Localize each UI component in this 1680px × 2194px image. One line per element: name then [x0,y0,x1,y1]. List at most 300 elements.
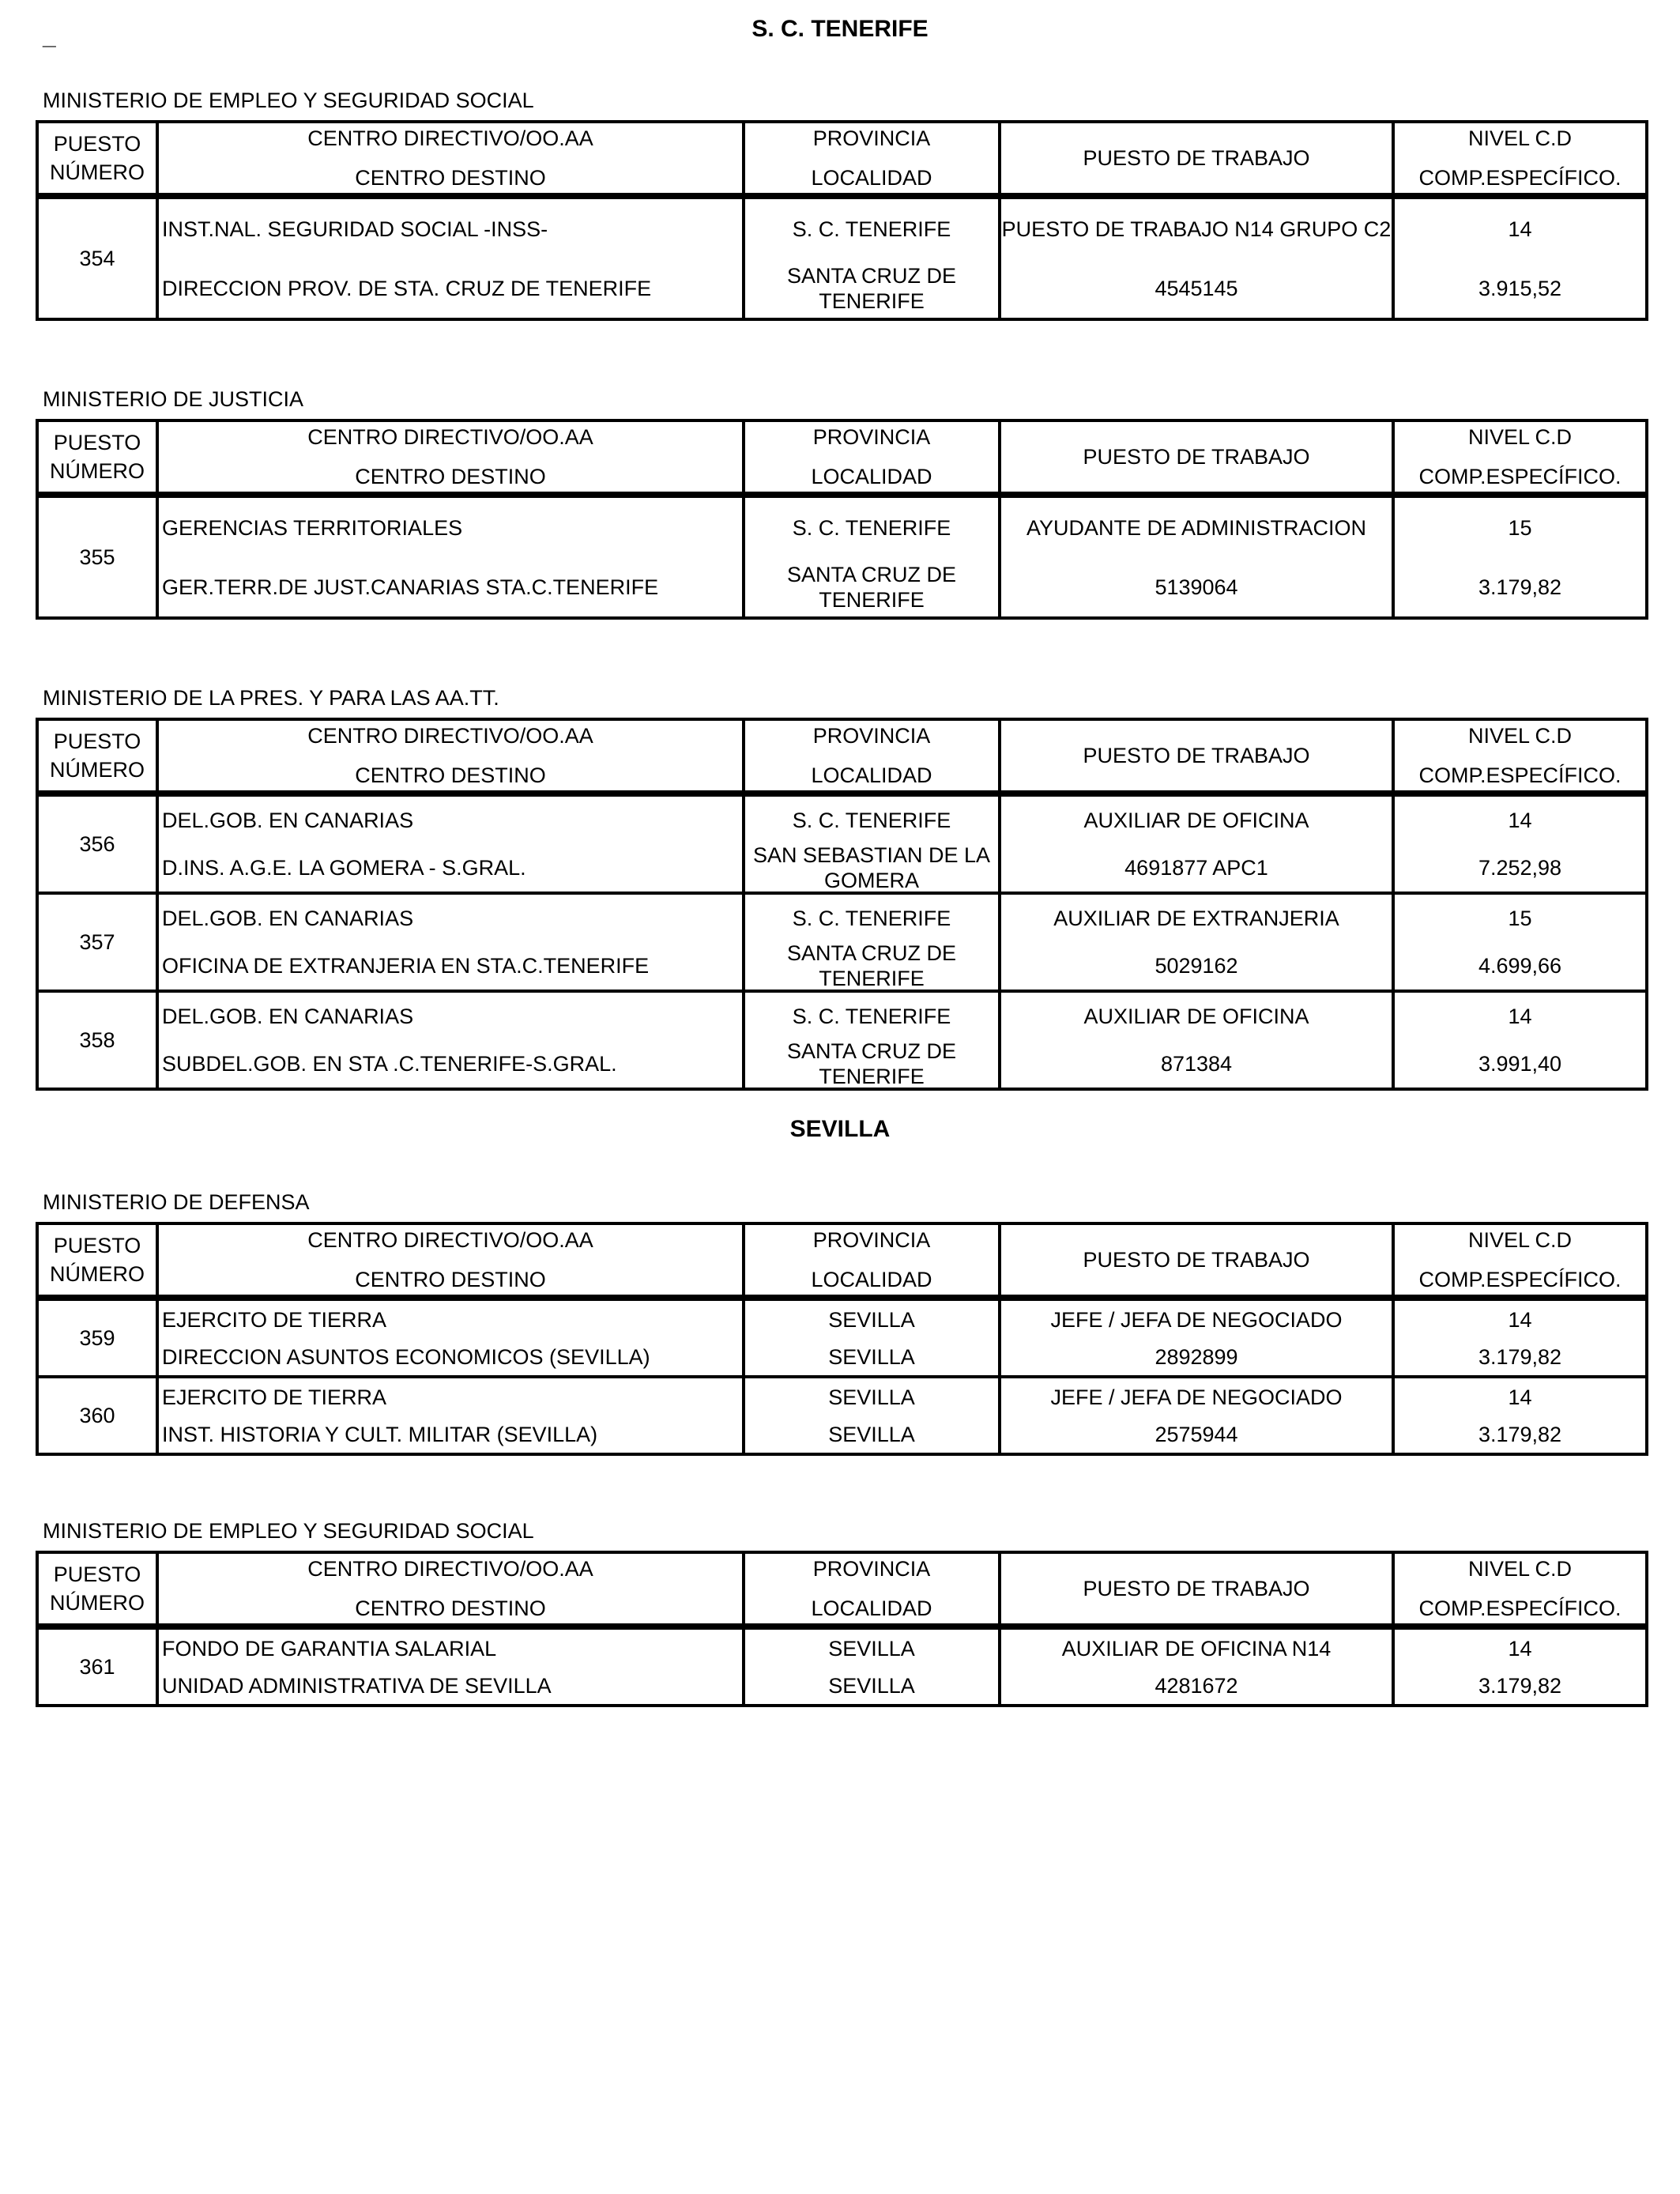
provincia-cell-stack [745,895,998,990]
table-header-row [37,122,1647,196]
nivel-cell [1393,196,1647,319]
puesto-trabajo-cell-stack [1001,199,1392,318]
provincia-cell-stack [745,797,998,892]
nivel-cell-line [1395,1378,1645,1416]
centro-cell-line [159,1416,742,1453]
table-header-row [37,719,1647,794]
centro-cell-bottom: DIRECCION PROV. DE STA. CRUZ DE TENERIFE [162,276,652,300]
puesto-trabajo-cell-bottom: 5139064 [1155,575,1238,599]
centro-cell-line [159,1040,742,1088]
nivel-cell-bottom: 3.179,82 [1478,1673,1562,1698]
nivel-cell-stack [1395,895,1645,990]
header-provincia-bottom: LOCALIDAD [811,1268,932,1291]
header-centro-stack [159,1226,742,1294]
centro-cell-line [159,1338,742,1375]
puesto-numero-cell: 354 [37,196,157,319]
centro-cell-top: DEL.GOB. EN CANARIAS [162,907,414,930]
centro-cell-line [159,498,742,557]
puesto-trabajo-cell-line [1001,199,1392,258]
puesto-trabajo-cell-line [1001,498,1392,557]
header-puesto-numero [37,122,157,196]
nivel-cell-line [1395,1338,1645,1375]
header-nivel-top: NIVEL C.D [1467,724,1573,748]
header-centro-stack [159,1555,742,1623]
provincia-cell-top: S. C. TENERIFE [792,217,951,241]
header-nivel [1393,420,1647,495]
provincia-cell-line [745,1416,998,1453]
puesto-trabajo-cell-line [1001,1416,1392,1453]
provincia-cell-line [745,1338,998,1375]
puesto-numero-cell: 359 [37,1298,157,1377]
header-centro-stack [159,423,742,491]
header-centro [157,1223,744,1298]
centro-cell-top: INST.NAL. SEGURIDAD SOCIAL -INSS- [162,217,548,241]
header-puesto-numero [37,1223,157,1298]
nivel-cell-bottom: 3.179,82 [1478,575,1562,599]
provincia-cell-stack [745,993,998,1088]
header-nivel-bottom: COMP.ESPECÍFICO. [1418,166,1622,190]
puesto-trabajo-cell-stack [1001,498,1392,616]
header-puesto: PUESTO [53,1234,141,1257]
table-header-row [37,1552,1647,1627]
nivel-cell [1393,893,1647,991]
positions-table [36,1222,1648,1456]
centro-cell-stack [159,895,742,990]
centro-cell-bottom: SUBDEL.GOB. EN STA .C.TENERIFE-S.GRAL. [162,1052,617,1076]
puesto-numero-cell: 356 [37,794,157,893]
header-provincia-bottom: LOCALIDAD [811,166,932,190]
header-provincia-stack [745,423,998,491]
nivel-cell-line [1395,199,1645,258]
header-provincia [744,122,1000,196]
centro-cell [157,893,744,991]
provincia-cell-line [745,1378,998,1416]
nivel-cell [1393,991,1647,1089]
ministry-label: MINISTERIO DE LA PRES. Y PARA LAS AA.TT. [43,686,499,710]
header-puesto: PUESTO [53,431,141,454]
header-puesto-trabajo: PUESTO DE TRABAJO [1000,122,1393,196]
puesto-trabajo-cell-top: PUESTO DE TRABAJO N14 GRUPO C2 [1001,217,1392,241]
provincia-cell-bottom: SEVILLA [828,1673,915,1698]
header-puesto-trabajo: PUESTO DE TRABAJO [1000,420,1393,495]
header-provincia [744,719,1000,794]
nivel-cell-stack [1395,498,1645,616]
nivel-cell-line [1395,844,1645,892]
centro-cell-stack [159,1378,742,1453]
nivel-cell-stack [1395,199,1645,318]
puesto-trabajo-cell-line [1001,258,1392,318]
nivel-cell-bottom: 3.991,40 [1478,1052,1562,1076]
provincia-cell-bottom: SEVILLA [828,1422,915,1446]
nivel-cell-line [1395,942,1645,990]
positions-table [36,1551,1648,1707]
puesto-numero-cell: 361 [37,1627,157,1706]
header-numero: NÚMERO [50,160,145,184]
centro-cell-top: GERENCIAS TERRITORIALES [162,515,463,540]
nivel-cell-stack [1395,1301,1645,1375]
centro-cell-line [159,1667,742,1704]
provincia-cell [744,495,1000,618]
provincia-cell-top: S. C. TENERIFE [792,1005,951,1028]
nivel-cell [1393,1377,1647,1454]
centro-cell-stack [159,993,742,1088]
centro-cell [157,196,744,319]
centro-cell-stack [159,199,742,318]
nivel-cell-stack [1395,797,1645,892]
puesto-numero-cell: 357 [37,893,157,991]
header-nivel-top: NIVEL C.D [1467,126,1573,150]
provincia-cell-line [745,258,998,318]
nivel-cell-top: 15 [1508,515,1532,540]
header-centro-stack [159,124,742,192]
puesto-trabajo-cell [1000,1377,1393,1454]
provincia-cell-stack [745,1630,998,1704]
ministry-label: MINISTERIO DE JUSTICIA [43,387,304,411]
ministry-label: MINISTERIO DE DEFENSA [43,1190,310,1214]
centro-cell-line [159,199,742,258]
puesto-trabajo-cell-line [1001,1630,1392,1667]
table-row [37,196,1647,319]
nivel-cell [1393,1627,1647,1706]
header-nivel-top: NIVEL C.D [1467,425,1573,449]
header-numero: NÚMERO [50,758,145,782]
provincia-cell-top: S. C. TENERIFE [792,907,951,930]
centro-cell-bottom: D.INS. A.G.E. LA GOMERA - S.GRAL. [162,856,526,880]
header-centro-stack [159,722,742,790]
centro-cell-top: DEL.GOB. EN CANARIAS [162,809,414,832]
nivel-cell [1393,1298,1647,1377]
puesto-trabajo-cell [1000,794,1393,893]
provincia-cell-top: SEVILLA [828,1307,915,1332]
header-numero: NÚMERO [50,459,145,483]
centro-cell [157,794,744,893]
province-title: SEVILLA [789,1116,891,1142]
provincia-cell-line [745,199,998,258]
centro-cell-bottom: INST. HISTORIA Y CULT. MILITAR (SEVILLA) [162,1422,598,1446]
header-provincia-top: PROVINCIA [812,724,931,748]
header-provincia-stack [745,1226,998,1294]
puesto-numero-cell: 355 [37,495,157,618]
table-row [37,1298,1647,1377]
provincia-cell-bottom: SANTA CRUZ DE TENERIFE [786,263,957,313]
header-centro-top: CENTRO DIRECTIVO/OO.AA [307,1557,593,1581]
header-numero: NÚMERO [50,1262,145,1286]
centro-cell-stack [159,797,742,892]
puesto-trabajo-cell [1000,1627,1393,1706]
puesto-trabajo-cell-line [1001,1378,1392,1416]
provincia-cell-line [745,797,998,844]
provincia-cell-stack [745,498,998,616]
nivel-cell-top: 14 [1508,1307,1532,1332]
nivel-cell [1393,495,1647,618]
puesto-trabajo-cell-line [1001,1040,1392,1088]
provincia-cell-top: SEVILLA [828,1385,915,1409]
provincia-cell-top: S. C. TENERIFE [792,809,951,832]
header-nivel-stack [1395,722,1645,790]
puesto-trabajo-cell [1000,893,1393,991]
centro-cell-line [159,993,742,1040]
provincia-cell [744,991,1000,1089]
puesto-trabajo-cell [1000,196,1393,319]
header-nivel-bottom: COMP.ESPECÍFICO. [1418,763,1622,787]
puesto-trabajo-cell-stack [1001,1378,1392,1453]
puesto-trabajo-cell-stack [1001,993,1392,1088]
provincia-cell-top: S. C. TENERIFE [792,515,951,540]
header-nivel-bottom: COMP.ESPECÍFICO. [1418,1596,1622,1620]
centro-cell-line [159,557,742,616]
provincia-cell [744,196,1000,319]
header-provincia-bottom: LOCALIDAD [811,465,932,488]
centro-cell-stack [159,1630,742,1704]
puesto-trabajo-cell-stack [1001,797,1392,892]
header-centro [157,420,744,495]
nivel-cell-line [1395,797,1645,844]
header-nivel-top: NIVEL C.D [1467,1557,1573,1581]
header-nivel-top: NIVEL C.D [1467,1228,1573,1252]
header-nivel [1393,719,1647,794]
puesto-numero-cell: 360 [37,1377,157,1454]
header-centro-top: CENTRO DIRECTIVO/OO.AA [307,1228,593,1252]
nivel-cell-top: 15 [1508,907,1532,930]
provincia-cell-bottom: SAN SEBASTIAN DE LA GOMERA [752,843,991,892]
nivel-cell-bottom: 3.179,82 [1478,1344,1562,1369]
header-puesto-trabajo: PUESTO DE TRABAJO [1000,1552,1393,1627]
header-nivel-stack [1395,423,1645,491]
header-provincia-stack [745,1555,998,1623]
puesto-trabajo-cell-bottom: 871384 [1160,1052,1233,1076]
table-header-row [37,1223,1647,1298]
centro-cell [157,495,744,618]
puesto-trabajo-cell-stack [1001,1630,1392,1704]
positions-table [36,718,1648,1091]
nivel-cell-bottom: 7.252,98 [1478,856,1562,880]
page-dash: _ [43,24,56,50]
nivel-cell-bottom: 3.179,82 [1478,1422,1562,1446]
table-row [37,893,1647,991]
header-centro-top: CENTRO DIRECTIVO/OO.AA [307,425,593,449]
puesto-trabajo-cell-line [1001,993,1392,1040]
nivel-cell-line [1395,1630,1645,1667]
puesto-trabajo-cell-top: AUXILIAR DE OFICINA N14 [1061,1636,1332,1661]
puesto-trabajo-cell-bottom: 4545145 [1155,276,1238,300]
header-nivel [1393,1552,1647,1627]
centro-cell [157,991,744,1089]
centro-cell-line [159,942,742,990]
centro-cell-top: EJERCITO DE TIERRA [162,1307,387,1332]
nivel-cell-stack [1395,1630,1645,1704]
nivel-cell-line [1395,1416,1645,1453]
provincia-cell-stack [745,1378,998,1453]
provincia-cell-line [745,498,998,557]
provincia-cell-bottom: SANTA CRUZ DE TENERIFE [786,1039,957,1088]
header-provincia [744,1552,1000,1627]
nivel-cell-line [1395,895,1645,942]
table-row [37,495,1647,618]
provincia-cell-line [745,1301,998,1338]
header-provincia-bottom: LOCALIDAD [811,763,932,787]
table-row [37,794,1647,893]
provincia-cell-line [745,1040,998,1088]
nivel-cell [1393,794,1647,893]
provincia-cell-line [745,1630,998,1667]
header-puesto-numero [37,420,157,495]
puesto-trabajo-cell-top: AUXILIAR DE OFICINA [1083,809,1309,832]
provincia-cell-line [745,844,998,892]
centro-cell-line [159,895,742,942]
nivel-cell-top: 14 [1508,809,1532,832]
nivel-cell-bottom: 4.699,66 [1478,954,1562,978]
header-centro-top: CENTRO DIRECTIVO/OO.AA [307,126,593,150]
puesto-trabajo-cell-line [1001,1667,1392,1704]
header-puesto: PUESTO [53,132,141,156]
header-nivel [1393,122,1647,196]
centro-cell [157,1627,744,1706]
puesto-numero-cell: 358 [37,991,157,1089]
nivel-cell-stack [1395,993,1645,1088]
header-centro [157,1552,744,1627]
puesto-trabajo-cell-line [1001,557,1392,616]
nivel-cell-bottom: 3.915,52 [1478,276,1562,300]
puesto-trabajo-cell-bottom: 5029162 [1155,954,1238,978]
header-centro-bottom: CENTRO DESTINO [355,166,546,190]
nivel-cell-line [1395,993,1645,1040]
ministry-label: MINISTERIO DE EMPLEO Y SEGURIDAD SOCIAL [43,89,534,112]
header-provincia [744,420,1000,495]
centro-cell-line [159,797,742,844]
header-puesto: PUESTO [53,1563,141,1586]
centro-cell-line [159,258,742,318]
puesto-trabajo-cell-line [1001,1338,1392,1375]
provincia-cell [744,1298,1000,1377]
puesto-trabajo-cell-line [1001,844,1392,892]
provincia-cell-stack [745,199,998,318]
puesto-trabajo-cell [1000,495,1393,618]
nivel-cell-top: 14 [1508,217,1532,241]
puesto-trabajo-cell-top: AUXILIAR DE EXTRANJERIA [1053,907,1339,930]
header-centro-bottom: CENTRO DESTINO [355,1268,546,1291]
provincia-cell [744,1627,1000,1706]
positions-table [36,419,1648,620]
header-puesto-numero [37,1552,157,1627]
puesto-trabajo-cell-stack [1001,895,1392,990]
centro-cell-top: DEL.GOB. EN CANARIAS [162,1005,414,1028]
nivel-cell-line [1395,1301,1645,1338]
header-puesto-numero [37,719,157,794]
header-centro-bottom: CENTRO DESTINO [355,1596,546,1620]
header-provincia-top: PROVINCIA [812,126,931,150]
nivel-cell-stack [1395,1378,1645,1453]
header-nivel-stack [1395,1555,1645,1623]
header-nivel-stack [1395,1226,1645,1294]
provincia-cell-line [745,895,998,942]
provincia-cell-bottom: SANTA CRUZ DE TENERIFE [786,941,957,990]
puesto-trabajo-cell-line [1001,895,1392,942]
centro-cell-line [159,1630,742,1667]
header-nivel-bottom: COMP.ESPECÍFICO. [1418,465,1622,488]
centro-cell-bottom: GER.TERR.DE JUST.CANARIAS STA.C.TENERIFE [162,575,659,599]
provincia-cell-line [745,1667,998,1704]
provincia-cell-top: SEVILLA [828,1636,915,1661]
centro-cell-bottom: UNIDAD ADMINISTRATIVA DE SEVILLA [162,1673,552,1698]
puesto-trabajo-cell-line [1001,797,1392,844]
centro-cell-stack [159,498,742,616]
centro-cell-bottom: DIRECCION ASUNTOS ECONOMICOS (SEVILLA) [162,1344,650,1369]
provincia-cell-bottom: SEVILLA [828,1344,915,1369]
centro-cell-stack [159,1301,742,1375]
centro-cell [157,1298,744,1377]
header-provincia-stack [745,722,998,790]
header-centro-bottom: CENTRO DESTINO [355,465,546,488]
header-nivel-bottom: COMP.ESPECÍFICO. [1418,1268,1622,1291]
puesto-trabajo-cell-top: AYUDANTE DE ADMINISTRACION [1026,515,1367,540]
provincia-cell-line [745,993,998,1040]
centro-cell-line [159,844,742,892]
table-row [37,991,1647,1089]
header-numero: NÚMERO [50,1591,145,1615]
puesto-trabajo-cell-top: AUXILIAR DE OFICINA [1083,1005,1309,1028]
positions-table [36,120,1648,321]
header-puesto-trabajo: PUESTO DE TRABAJO [1000,1223,1393,1298]
header-provincia-stack [745,124,998,192]
puesto-trabajo-cell [1000,991,1393,1089]
nivel-cell-top: 14 [1508,1636,1532,1661]
puesto-trabajo-cell-bottom: 2575944 [1155,1422,1238,1446]
header-centro-bottom: CENTRO DESTINO [355,763,546,787]
puesto-trabajo-cell-stack [1001,1301,1392,1375]
header-centro [157,122,744,196]
centro-cell-line [159,1378,742,1416]
header-centro-top: CENTRO DIRECTIVO/OO.AA [307,724,593,748]
header-provincia-top: PROVINCIA [812,425,931,449]
province-title: S. C. TENERIFE [751,16,929,42]
puesto-trabajo-cell-line [1001,1301,1392,1338]
provincia-cell [744,1377,1000,1454]
header-provincia-top: PROVINCIA [812,1557,931,1581]
puesto-trabajo-cell-bottom: 2892899 [1155,1344,1238,1369]
header-nivel [1393,1223,1647,1298]
centro-cell [157,1377,744,1454]
nivel-cell-line [1395,498,1645,557]
nivel-cell-line [1395,1040,1645,1088]
provincia-cell-stack [745,1301,998,1375]
puesto-trabajo-cell-bottom: 4281672 [1155,1673,1238,1698]
centro-cell-bottom: OFICINA DE EXTRANJERIA EN STA.C.TENERIFE [162,954,650,978]
provincia-cell [744,794,1000,893]
nivel-cell-line [1395,258,1645,318]
provincia-cell [744,893,1000,991]
header-puesto: PUESTO [53,729,141,753]
table-header-row [37,420,1647,495]
nivel-cell-top: 14 [1508,1385,1532,1409]
header-nivel-stack [1395,124,1645,192]
provincia-cell-bottom: SANTA CRUZ DE TENERIFE [786,562,957,612]
centro-cell-line [159,1301,742,1338]
puesto-trabajo-cell-bottom: 4691877 APC1 [1124,856,1268,880]
nivel-cell-line [1395,1667,1645,1704]
puesto-trabajo-cell-top: JEFE / JEFA DE NEGOCIADO [1050,1385,1343,1409]
header-provincia [744,1223,1000,1298]
header-centro [157,719,744,794]
header-puesto-trabajo: PUESTO DE TRABAJO [1000,719,1393,794]
puesto-trabajo-cell-line [1001,942,1392,990]
provincia-cell-line [745,942,998,990]
nivel-cell-top: 14 [1508,1005,1532,1028]
table-row [37,1377,1647,1454]
header-provincia-top: PROVINCIA [812,1228,931,1252]
nivel-cell-line [1395,557,1645,616]
ministry-label: MINISTERIO DE EMPLEO Y SEGURIDAD SOCIAL [43,1519,534,1543]
puesto-trabajo-cell-top: JEFE / JEFA DE NEGOCIADO [1050,1307,1343,1332]
